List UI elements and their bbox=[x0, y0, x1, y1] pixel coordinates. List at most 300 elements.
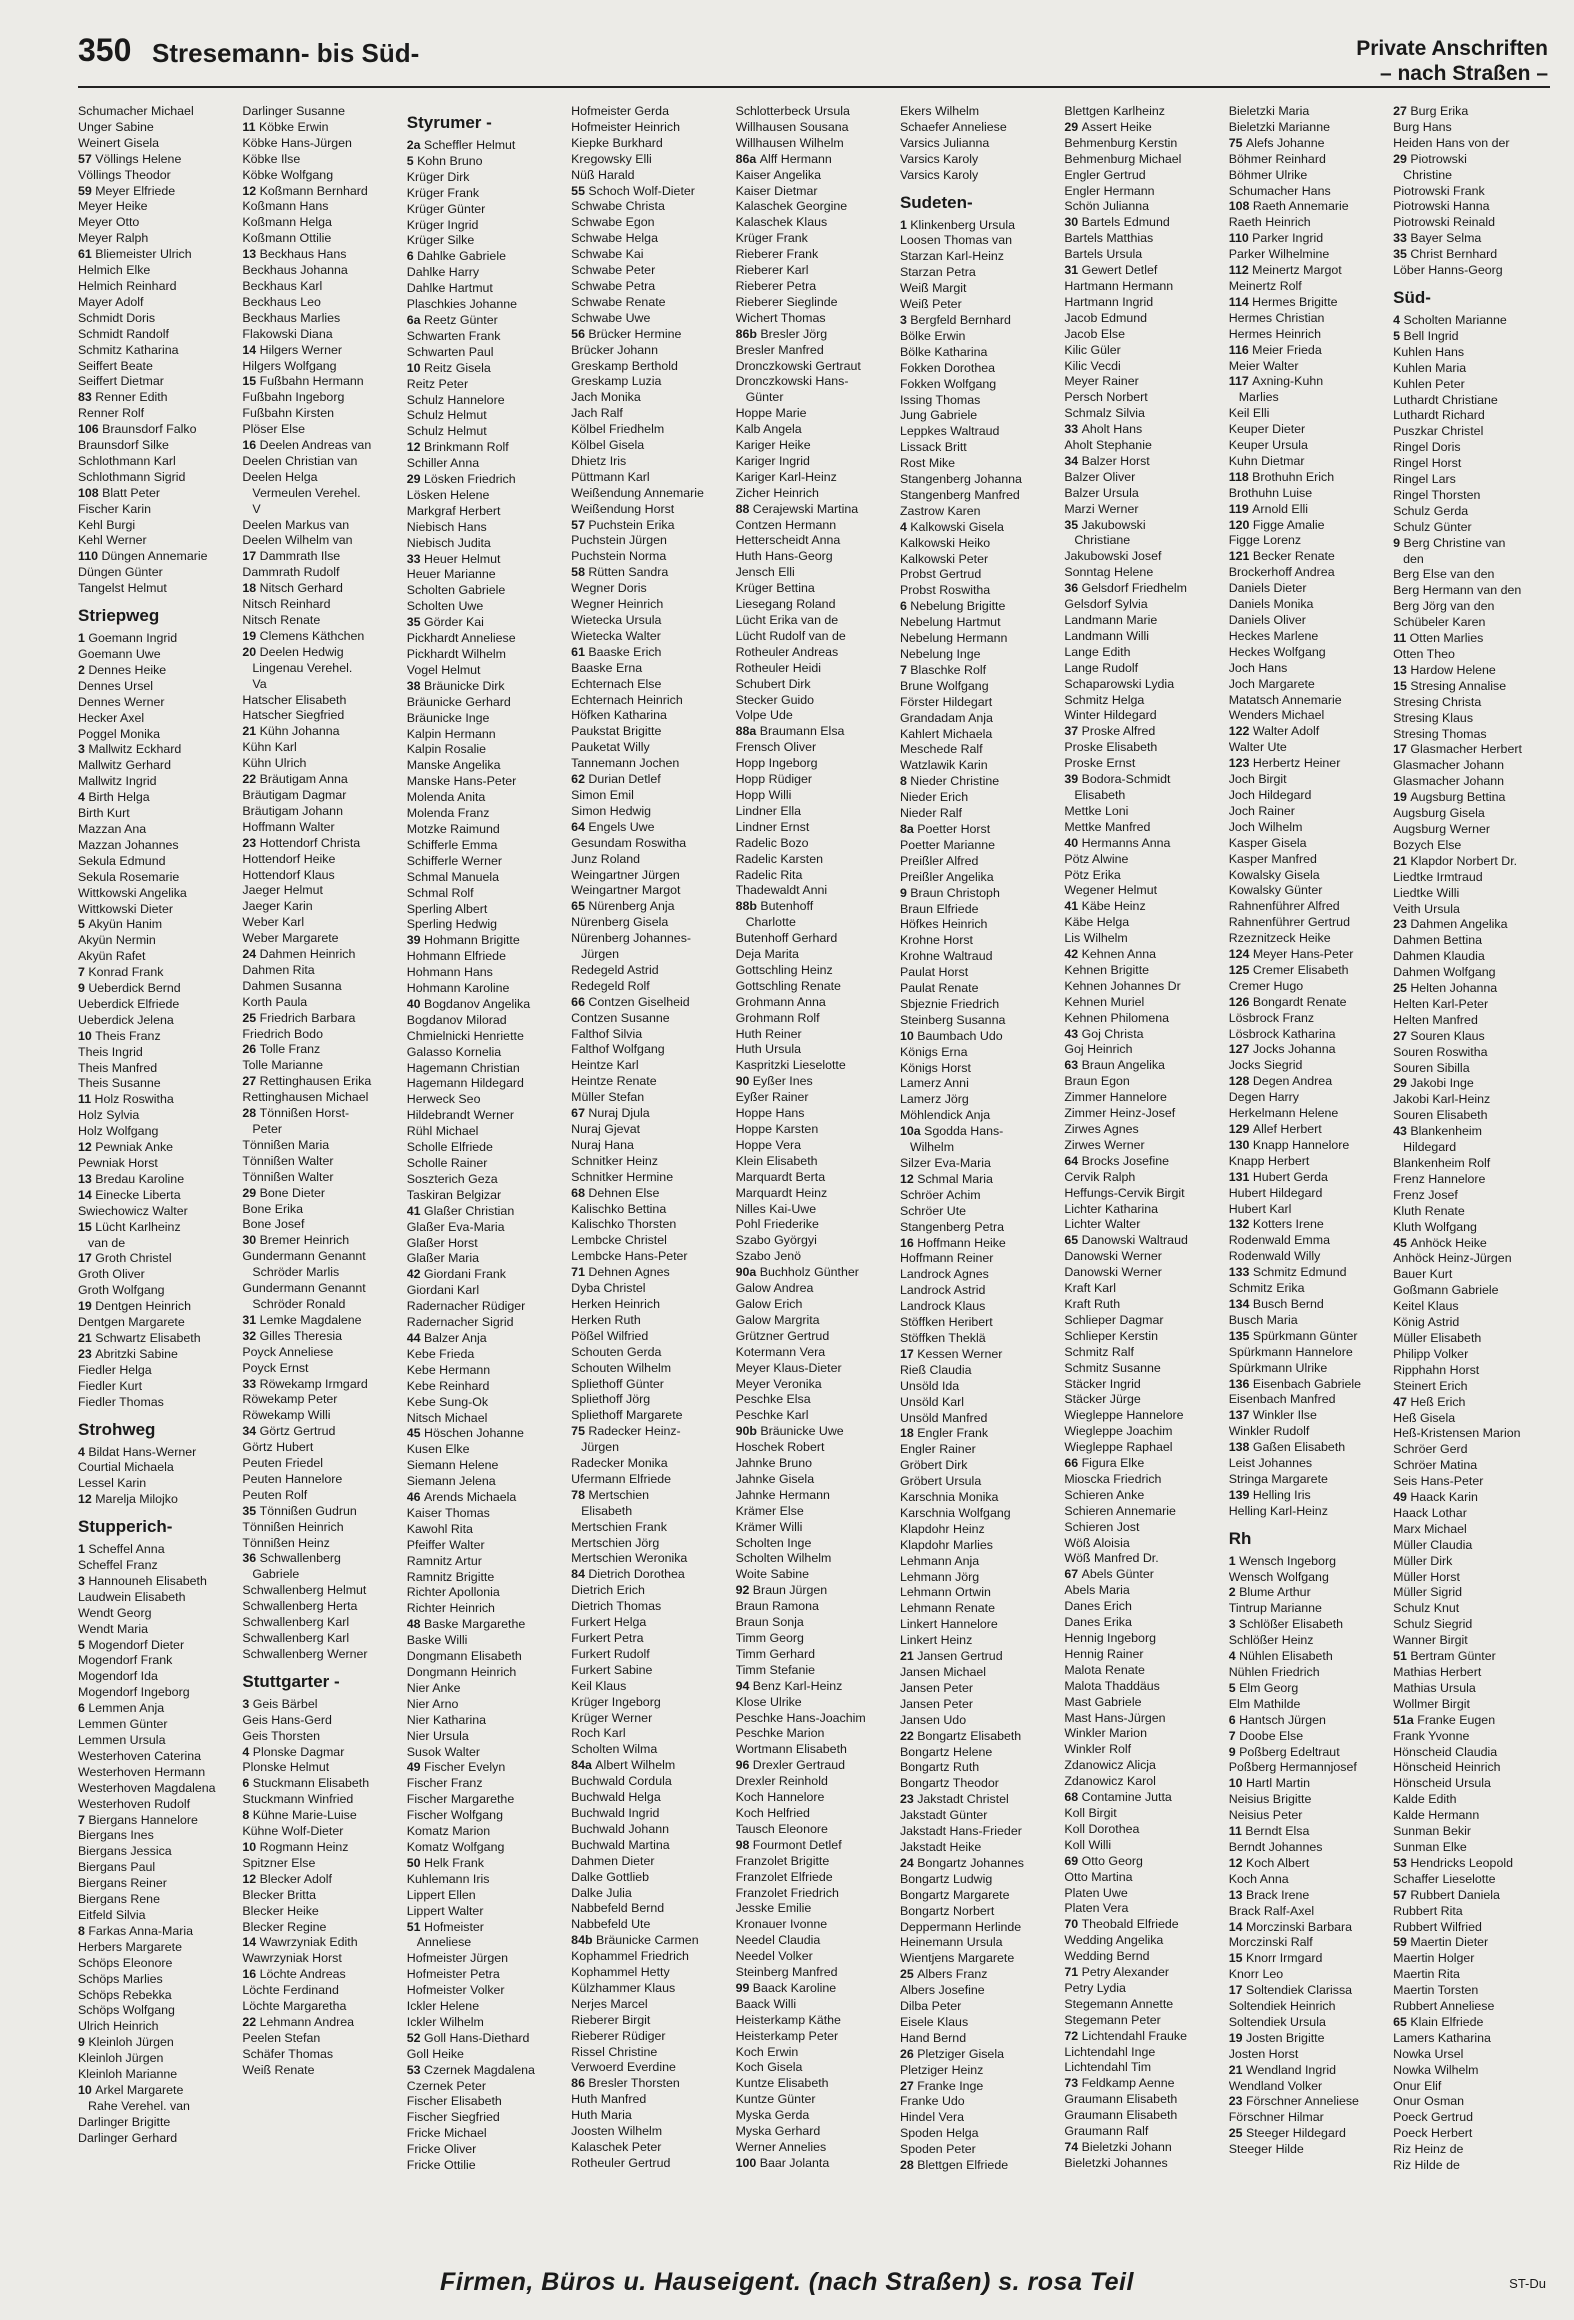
resident-name: Allef Herbert bbox=[1252, 1122, 1322, 1136]
entry-continuation: Schröder Marlis bbox=[252, 1265, 340, 1280]
resident-entry bbox=[242, 629, 402, 645]
resident-entry: Schmidt Randolf bbox=[78, 326, 169, 341]
resident-entry: Wegner Heinrich bbox=[571, 597, 664, 612]
resident-entry: Poeck Gertrud bbox=[1393, 2110, 1474, 2125]
resident-entry: Kebe Hermann bbox=[406, 1362, 491, 1377]
resident-entry: Landrock Astrid bbox=[899, 1283, 986, 1298]
resident-entry bbox=[736, 2156, 896, 2172]
resident-entry: Tönnißen Walter bbox=[242, 1153, 334, 1168]
resident-entry: Rahnenführer Alfred bbox=[1228, 899, 1340, 914]
resident-entry: Dahmen Bettina bbox=[1393, 933, 1482, 948]
resident-name: Puchstein Erika bbox=[588, 517, 675, 532]
house-number: 5 bbox=[1393, 328, 1404, 343]
resident-entry bbox=[1393, 104, 1553, 120]
resident-entry: Kebe Sung-Ok bbox=[406, 1394, 489, 1409]
resident-entry: Böhmer Ulrike bbox=[1228, 167, 1308, 182]
resident-entry: Glasmacher Johann bbox=[1393, 758, 1505, 773]
resident-entry bbox=[571, 1106, 731, 1122]
resident-entry: Seiffert Dietmar bbox=[78, 374, 164, 389]
resident-entry bbox=[242, 184, 402, 200]
resident-entry: Müller Claudia bbox=[1393, 1537, 1473, 1552]
resident-entry: Otten Theo bbox=[1393, 647, 1455, 661]
resident-name: Clemens Käthchen bbox=[259, 628, 365, 643]
resident-entry: Schulz Hannelore bbox=[406, 392, 505, 407]
resident-entry: Brune Wolfgang bbox=[899, 678, 989, 693]
resident-name: Birth Helga bbox=[88, 790, 150, 805]
resident-entry bbox=[1064, 2076, 1224, 2092]
resident-entry bbox=[736, 1679, 896, 1695]
resident-entry: Brockerhoff Andrea bbox=[1228, 565, 1335, 580]
resident-entry: Heisterkamp Peter bbox=[735, 2028, 839, 2043]
resident-entry: Contzen Hermann bbox=[735, 517, 837, 532]
resident-entry: Krüger Dirk bbox=[406, 169, 470, 184]
house-number: 21 bbox=[78, 1330, 96, 1345]
resident-name: Blankenheim bbox=[1410, 1124, 1482, 1139]
house-number: 7 bbox=[78, 1812, 89, 1827]
resident-entry bbox=[571, 1488, 731, 1504]
resident-entry: Radernacher Sigrid bbox=[406, 1315, 514, 1330]
resident-entry bbox=[1064, 1790, 1224, 1806]
resident-entry bbox=[1229, 295, 1389, 311]
resident-entry: Verwoerd Everdine bbox=[571, 2060, 676, 2075]
resident-entry: Pewniak Horst bbox=[78, 1156, 158, 1170]
resident-entry: Joch Margarete bbox=[1228, 676, 1315, 691]
resident-entry: Weber Margarete bbox=[242, 931, 339, 946]
resident-entry: Gottschling Renate bbox=[735, 978, 841, 993]
house-number: 59 bbox=[1393, 1935, 1411, 1950]
resident-entry: Busch Maria bbox=[1228, 1312, 1298, 1327]
resident-entry: Wawrzyniak Horst bbox=[242, 1951, 342, 1966]
resident-entry: Klein Elisabeth bbox=[735, 1153, 818, 1168]
resident-name: Pletziger Gisela bbox=[917, 2046, 1004, 2061]
resident-name: Bodora-Schmidt bbox=[1081, 772, 1171, 787]
resident-entry: Courtial Michaela bbox=[78, 1460, 174, 1475]
resident-entry bbox=[1393, 679, 1553, 695]
resident-entry bbox=[242, 2015, 402, 2031]
resident-entry: Hoschek Robert bbox=[735, 1440, 825, 1455]
house-number: 21 bbox=[1228, 2062, 1246, 2077]
house-number: 27 bbox=[1393, 104, 1411, 118]
resident-entry: Pfeiffer Walter bbox=[406, 1537, 485, 1552]
resident-entry: Kariger Heike bbox=[735, 438, 811, 453]
resident-entry bbox=[407, 472, 567, 488]
resident-entry: Spitzner Else bbox=[242, 1855, 316, 1870]
resident-entry: Schwallenberg Helmut bbox=[242, 1583, 367, 1598]
resident-entry: Kebe Frieda bbox=[406, 1346, 475, 1361]
resident-entry: Eisenbach Manfred bbox=[1228, 1392, 1336, 1407]
resident-entry: Renner Rolf bbox=[78, 406, 145, 421]
resident-entry: Mazzan Ana bbox=[78, 821, 147, 836]
resident-entry bbox=[1229, 1138, 1389, 1154]
resident-entry bbox=[78, 631, 238, 647]
resident-entry bbox=[1064, 581, 1224, 597]
resident-entry bbox=[1393, 981, 1553, 997]
resident-entry: Krüger Bettina bbox=[735, 581, 815, 596]
entry-continuation: Peter bbox=[252, 1122, 283, 1136]
resident-entry: Braunsdorf Silke bbox=[78, 438, 169, 453]
resident-entry: Keuper Ursula bbox=[1228, 438, 1308, 453]
house-number: 17 bbox=[1228, 1983, 1246, 1998]
resident-entry: Zicher Heinrich bbox=[735, 485, 819, 500]
resident-entry: Nabbefeld Bernd bbox=[571, 1901, 665, 1916]
resident-entry: Wöß Aloisia bbox=[1064, 1535, 1130, 1550]
resident-entry: Riz Heinz de bbox=[1393, 2142, 1464, 2157]
resident-entry: Wientjens Margarete bbox=[899, 1951, 1015, 1966]
resident-entry: Nabbefeld Ute bbox=[571, 1917, 651, 1932]
resident-entry: Fischer Margarethe bbox=[406, 1792, 515, 1807]
resident-entry: Leppkes Waltraud bbox=[899, 424, 1000, 439]
resident-entry: Geis Thorsten bbox=[242, 1728, 320, 1743]
resident-entry: Galasso Kornelia bbox=[406, 1044, 502, 1059]
resident-entry: Dahlke Harry bbox=[406, 265, 480, 280]
house-number: 30 bbox=[242, 1233, 260, 1248]
resident-name: Assert Heike bbox=[1081, 119, 1152, 134]
resident-entry: Köbke Wolfgang bbox=[242, 167, 334, 182]
resident-entry bbox=[1229, 343, 1389, 359]
resident-entry: Schieren Anke bbox=[1064, 1487, 1145, 1502]
resident-entry bbox=[1229, 1617, 1389, 1633]
resident-entry bbox=[1064, 518, 1224, 534]
house-number: 110 bbox=[78, 549, 102, 564]
resident-entry: Schmitz Ralf bbox=[1064, 1344, 1134, 1359]
resident-entry: Baack Willi bbox=[735, 1996, 797, 2011]
resident-entry: Bongartz Ruth bbox=[899, 1760, 980, 1775]
section-heading-line1: Private Anschriften bbox=[1356, 37, 1548, 60]
resident-entry bbox=[1229, 1488, 1389, 1504]
resident-entry: Tönnißen Walter bbox=[242, 1169, 334, 1184]
house-number: 22 bbox=[242, 2014, 260, 2029]
resident-entry: Peuten Hannelore bbox=[242, 1471, 343, 1486]
resident-entry bbox=[1393, 854, 1553, 870]
house-number: 121 bbox=[1228, 549, 1253, 564]
resident-entry: Schifferle Werner bbox=[406, 853, 503, 868]
resident-entry: Schifferle Emma bbox=[406, 837, 498, 852]
resident-entry: Hetterscheidt Anna bbox=[735, 533, 841, 548]
resident-entry: Müller Horst bbox=[1393, 1569, 1460, 1584]
resident-entry bbox=[78, 247, 238, 263]
house-number: 15 bbox=[1228, 1951, 1246, 1966]
resident-entry: Proske Ernst bbox=[1064, 756, 1136, 771]
resident-entry: Pötz Alwine bbox=[1064, 851, 1129, 866]
resident-entry bbox=[242, 1424, 402, 1440]
resident-name: Baumbach Udo bbox=[917, 1028, 1003, 1043]
resident-entry: Sunman Bekir bbox=[1393, 1824, 1471, 1839]
resident-entry: Lemmen Günter bbox=[78, 1717, 168, 1732]
resident-entry bbox=[407, 1426, 567, 1442]
resident-entry: Kowalsky Günter bbox=[1228, 883, 1323, 898]
resident-entry: Westerhoven Hermann bbox=[78, 1764, 206, 1779]
house-number: 27 bbox=[1393, 1028, 1411, 1043]
house-number: 137 bbox=[1228, 1408, 1253, 1423]
house-number: 30 bbox=[1064, 215, 1082, 230]
resident-entry: Nieder Ralf bbox=[899, 806, 962, 821]
resident-entry: Hagemann Christian bbox=[406, 1060, 520, 1075]
resident-entry: Westerhoven Rudolf bbox=[78, 1796, 191, 1811]
resident-entry: Parker Wilhelmine bbox=[1228, 247, 1330, 262]
resident-entry: Krohne Waltraud bbox=[899, 949, 993, 964]
house-number: 84 bbox=[571, 1567, 589, 1582]
house-number: 62 bbox=[571, 772, 589, 787]
resident-entry: Pauketat Willy bbox=[571, 740, 650, 755]
resident-entry bbox=[1229, 2063, 1389, 2079]
resident-entry: Nier Anke bbox=[406, 1680, 461, 1695]
house-number: 24 bbox=[899, 1855, 918, 1870]
directory-column bbox=[736, 104, 900, 2197]
resident-entry: Beckhaus Marlies bbox=[242, 310, 341, 325]
resident-entry: Cremer Hugo bbox=[1228, 978, 1304, 993]
resident-entry: Pickhardt Wilhelm bbox=[406, 647, 506, 661]
house-number: 112 bbox=[1228, 263, 1253, 278]
resident-entry: Schwallenberg Karl bbox=[242, 1615, 350, 1630]
house-number: 1 bbox=[1228, 1553, 1240, 1568]
house-number: 14 bbox=[78, 1187, 96, 1202]
resident-entry: Kölbel Friedhelm bbox=[571, 422, 665, 437]
directory-column bbox=[571, 104, 735, 2197]
resident-entry: Heß-Kristensen Marion bbox=[1393, 1426, 1521, 1441]
resident-entry: Berndt Johannes bbox=[1228, 1839, 1323, 1854]
resident-entry: Hennig Ingeborg bbox=[1064, 1631, 1156, 1645]
resident-entry: Neisius Brigitte bbox=[1228, 1792, 1312, 1807]
resident-entry bbox=[1064, 263, 1224, 279]
resident-entry bbox=[407, 440, 567, 456]
resident-entry bbox=[900, 774, 1060, 790]
house-number: 73 bbox=[1064, 2076, 1082, 2091]
resident-name: Mallwitz Eckhard bbox=[88, 742, 182, 757]
resident-entry bbox=[900, 2079, 1060, 2095]
resident-entry: Jakstadt Hans-Frieder bbox=[899, 1824, 1022, 1839]
resident-entry: Müller Sigrid bbox=[1393, 1585, 1462, 1600]
resident-entry bbox=[571, 1186, 731, 1202]
resident-entry: Koll Birgit bbox=[1064, 1805, 1117, 1820]
resident-entry: Pickhardt Anneliese bbox=[406, 631, 516, 646]
directory-column bbox=[900, 104, 1064, 2197]
resident-entry: Bieletzki Maria bbox=[1228, 104, 1310, 118]
resident-entry: Schwabe Petra bbox=[571, 278, 656, 293]
resident-entry: Lichter Walter bbox=[1064, 1217, 1141, 1232]
resident-entry: Beckhaus Leo bbox=[242, 294, 321, 309]
resident-entry bbox=[1229, 1408, 1389, 1424]
house-number: 124 bbox=[1228, 947, 1253, 962]
resident-entry: Nebelung Hartmut bbox=[899, 615, 1001, 630]
resident-entry: Markgraf Herbert bbox=[406, 503, 501, 518]
resident-entry: Rieberer Frank bbox=[735, 247, 819, 262]
resident-entry: Schulz Helmut bbox=[406, 408, 487, 423]
resident-entry bbox=[407, 2031, 567, 2047]
resident-entry: Ringel Horst bbox=[1393, 456, 1462, 471]
house-number: 12 bbox=[78, 1492, 96, 1507]
resident-entry bbox=[78, 1542, 238, 1558]
resident-name: Knorr Irmgard bbox=[1245, 1951, 1323, 1966]
resident-entry: Rieberer Birgit bbox=[571, 2012, 651, 2027]
resident-name: Bremer Heinrich bbox=[259, 1233, 350, 1248]
resident-entry bbox=[242, 247, 402, 263]
resident-entry: Hennig Rainer bbox=[1064, 1646, 1144, 1661]
resident-entry bbox=[242, 1872, 402, 1888]
resident-entry: Tönnißen Heinz bbox=[242, 1535, 330, 1550]
resident-entry bbox=[1229, 1170, 1389, 1186]
resident-entry bbox=[1229, 1776, 1389, 1792]
resident-entry: Wiegleppe Joachim bbox=[1064, 1424, 1173, 1439]
resident-entry: Biergans Rene bbox=[78, 1892, 160, 1907]
resident-entry: Käbe Helga bbox=[1064, 915, 1130, 930]
resident-entry bbox=[78, 1092, 238, 1108]
resident-entry: Königs Horst bbox=[899, 1060, 971, 1075]
resident-entry bbox=[900, 1967, 1060, 1983]
resident-name: Jakobi Inge bbox=[1410, 1076, 1474, 1091]
entry-continuation: van de bbox=[88, 1235, 126, 1250]
resident-entry bbox=[242, 1074, 402, 1090]
resident-name: Kehnen Anna bbox=[1081, 947, 1156, 962]
resident-entry: Rahnenführer Gertrud bbox=[1228, 915, 1350, 930]
resident-entry: Onur Elif bbox=[1393, 2078, 1442, 2093]
resident-entry: Plöser Else bbox=[242, 422, 306, 437]
resident-entry: Hecker Axel bbox=[78, 710, 145, 725]
resident-entry: Lichtendahl Inge bbox=[1064, 2044, 1156, 2059]
resident-entry: Groth Oliver bbox=[78, 1267, 145, 1282]
directory-column bbox=[407, 104, 571, 2197]
resident-entry: Wortmann Elisabeth bbox=[735, 1742, 847, 1757]
resident-entry: Fricke Michael bbox=[406, 2126, 487, 2141]
resident-entry: Scholten Inge bbox=[735, 1535, 812, 1550]
resident-entry: Kalaschek Georgine bbox=[735, 199, 848, 214]
resident-entry: Zirwes Werner bbox=[1064, 1137, 1145, 1152]
house-number: 72 bbox=[1064, 2028, 1082, 2043]
resident-entry: Tintrup Marianne bbox=[1228, 1601, 1322, 1616]
resident-entry: Soltendiek Ursula bbox=[1228, 2014, 1326, 2029]
resident-name: Helk Frank bbox=[424, 1855, 484, 1870]
resident-entry: Anhöck Heinz-Jürgen bbox=[1393, 1251, 1512, 1266]
resident-name: Rütten Sandra bbox=[588, 565, 669, 580]
resident-entry: Kuhlen Maria bbox=[1393, 360, 1467, 375]
resident-entry: Joch Rainer bbox=[1228, 803, 1295, 818]
house-number: 6 bbox=[899, 599, 911, 614]
resident-entry bbox=[1393, 1029, 1553, 1045]
resident-name: Theobald Elfriede bbox=[1081, 1917, 1179, 1932]
resident-entry bbox=[407, 313, 567, 329]
resident-name: Soltendiek Clarissa bbox=[1245, 1983, 1353, 1998]
house-number: 17 bbox=[899, 1346, 918, 1361]
entry-continuation: Hildegard bbox=[1403, 1140, 1457, 1155]
resident-entry bbox=[78, 1251, 238, 1267]
house-number: 108 bbox=[1228, 199, 1253, 214]
resident-entry: Niebisch Judita bbox=[406, 535, 491, 550]
resident-name: Mogendorf Dieter bbox=[88, 1637, 185, 1652]
resident-name: Bresler Thorsten bbox=[588, 2076, 680, 2091]
resident-entry: Holz Wolfgang bbox=[78, 1124, 159, 1139]
resident-entry bbox=[1229, 1681, 1389, 1697]
resident-name: Bell Ingrid bbox=[1403, 328, 1459, 343]
house-number: 8 bbox=[899, 774, 911, 789]
resident-entry: Dyba Christel bbox=[571, 1281, 646, 1296]
house-number: 35 bbox=[1393, 247, 1411, 262]
house-number: 33 bbox=[1064, 422, 1082, 437]
resident-entry bbox=[1229, 1729, 1389, 1745]
house-number: 15 bbox=[242, 374, 260, 389]
resident-name: Reetz Günter bbox=[424, 312, 498, 327]
resident-entry bbox=[1229, 995, 1389, 1011]
resident-entry bbox=[242, 1935, 402, 1951]
house-number: 12 bbox=[406, 440, 425, 455]
resident-entry: Dongmann Heinrich bbox=[406, 1665, 517, 1679]
resident-entry: Braun Elfriede bbox=[899, 901, 979, 916]
resident-entry: Peschke Karl bbox=[735, 1408, 809, 1423]
resident-entry: Frenz Josef bbox=[1393, 1187, 1458, 1202]
resident-name: Förschner Anneliese bbox=[1245, 2094, 1359, 2109]
resident-entry bbox=[900, 1729, 1060, 1745]
resident-entry: Hubert Hildegard bbox=[1228, 1185, 1323, 1200]
resident-entry: Sekula Rosemarie bbox=[78, 869, 180, 884]
resident-entry bbox=[1393, 1935, 1553, 1951]
resident-entry: Falthof Silvia bbox=[571, 1026, 643, 1041]
resident-name: Schmal Maria bbox=[917, 1171, 993, 1186]
resident-name: Bartels Edmund bbox=[1081, 215, 1170, 230]
resident-name: Nitsch Gerhard bbox=[259, 581, 343, 596]
resident-entry: Herweck Seo bbox=[406, 1092, 481, 1107]
footer-code: ST-Du bbox=[1509, 2276, 1546, 2291]
resident-name: Blecker Adolf bbox=[259, 1871, 332, 1886]
house-number: 23 bbox=[78, 1346, 96, 1361]
house-number: 9 bbox=[78, 981, 89, 996]
resident-entry: Schulz Helmut bbox=[406, 424, 487, 439]
house-number: 43 bbox=[1393, 1124, 1411, 1139]
resident-entry: Fokken Dorothea bbox=[899, 360, 996, 375]
resident-entry: Bräutigam Dagmar bbox=[242, 787, 347, 802]
resident-entry: Holz Sylvia bbox=[78, 1108, 140, 1123]
house-number: 128 bbox=[1228, 1074, 1253, 1089]
house-number: 48 bbox=[406, 1617, 425, 1632]
resident-entry: Korth Paula bbox=[242, 994, 308, 1009]
resident-entry: Dronczkowski Hans- bbox=[735, 374, 849, 389]
resident-name: Jocks Johanna bbox=[1252, 1042, 1336, 1057]
house-number: 3 bbox=[78, 742, 89, 757]
resident-entry: Ramnitz Brigitte bbox=[406, 1569, 495, 1584]
resident-entry: Goemann Uwe bbox=[78, 647, 161, 661]
resident-entry: Philipp Volker bbox=[1393, 1346, 1469, 1361]
resident-entry: Berg Jörg van den bbox=[1393, 599, 1495, 614]
resident-entry: Blecker Heike bbox=[242, 1903, 319, 1918]
resident-entry: Weingartner Margot bbox=[571, 883, 681, 898]
resident-entry: Nier Katharina bbox=[406, 1712, 486, 1727]
resident-entry: Biergans Paul bbox=[78, 1860, 156, 1875]
resident-name: Dietrich Dorothea bbox=[588, 1567, 685, 1582]
house-number: 29 bbox=[242, 1185, 260, 1200]
resident-entry: Lamerz Anni bbox=[899, 1076, 969, 1091]
resident-entry: Degen Harry bbox=[1228, 1090, 1299, 1105]
resident-entry: Deppermann Herlinde bbox=[899, 1919, 1022, 1934]
resident-name: Mertschien bbox=[588, 1487, 650, 1502]
resident-entry: Pletziger Heinz bbox=[899, 2062, 984, 2077]
resident-entry: Kalkowski Peter bbox=[899, 551, 989, 566]
resident-entry bbox=[78, 1299, 238, 1315]
resident-entry: Schubert Dirk bbox=[735, 676, 811, 691]
resident-entry: Wendland Volker bbox=[1228, 2078, 1323, 2093]
resident-entry: Kuhlen Peter bbox=[1393, 376, 1465, 391]
house-number: 21 bbox=[1393, 853, 1411, 868]
resident-entry: Schumacher Hans bbox=[1228, 183, 1331, 198]
house-number: 51 bbox=[1393, 1649, 1411, 1664]
resident-entry bbox=[900, 1029, 1060, 1045]
resident-entry bbox=[900, 1856, 1060, 1872]
resident-entry: Kasper Manfred bbox=[1228, 851, 1317, 866]
house-number: 5 bbox=[406, 153, 418, 168]
resident-entry: Furkert Petra bbox=[571, 1631, 644, 1645]
resident-entry: Lemmen Ursula bbox=[78, 1733, 166, 1747]
resident-entry: Eisele Klaus bbox=[899, 2014, 969, 2029]
house-number: 20 bbox=[242, 644, 260, 659]
resident-entry bbox=[242, 772, 402, 788]
house-number: 35 bbox=[1064, 517, 1082, 532]
resident-name: Alefs Johanne bbox=[1245, 135, 1325, 150]
